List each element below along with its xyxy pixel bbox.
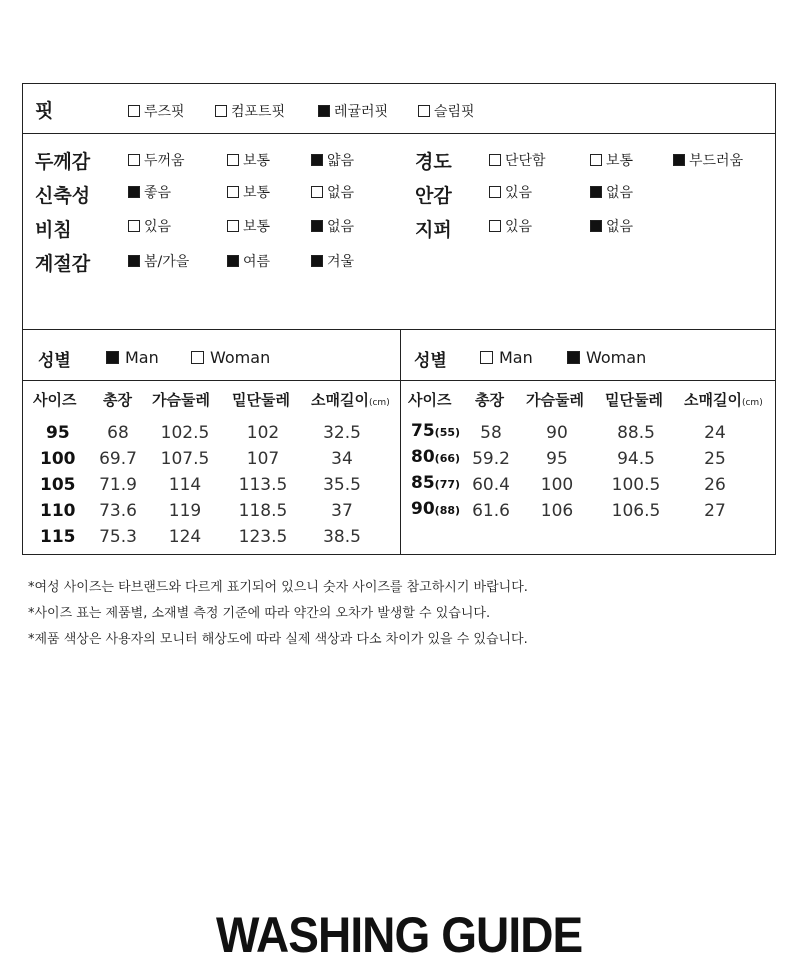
table-cell: 95 (546, 449, 568, 469)
fit-option-label: 레귤러핏 (334, 104, 389, 120)
size-cell (411, 447, 460, 467)
note-text: *제품 색상은 사용자의 모니터 해상도에 따라 실제 색상과 다소 차이가 있을 수 있습니다. (28, 632, 528, 647)
table-cell: 114 (168, 475, 202, 495)
attr-option-label: 두꺼움 (144, 153, 185, 169)
gender-option[interactable] (480, 348, 533, 367)
table-cell: 100.5 (611, 475, 661, 495)
size-cell: 105 (40, 475, 76, 495)
table-cell: 94.5 (617, 449, 655, 469)
checkbox-icon (227, 220, 239, 232)
attr-option-label: 부드러움 (689, 153, 744, 169)
hardness-label: 경도 (415, 151, 452, 173)
attr-option-label: 없음 (327, 185, 355, 201)
attr-option[interactable] (128, 150, 185, 170)
season-label: 계절감 (35, 253, 91, 275)
size-number: 85 (411, 473, 435, 493)
size-cell: 95 (46, 423, 70, 443)
attr-option[interactable] (311, 150, 354, 170)
size-cell (411, 421, 460, 441)
attr-option[interactable] (128, 216, 171, 236)
checkbox-icon (567, 351, 580, 364)
header-size: 사이즈 (408, 391, 452, 409)
attr-option-label: 단단함 (505, 153, 546, 169)
fit-option[interactable] (318, 101, 388, 121)
gender-option[interactable] (106, 348, 159, 367)
attr-option[interactable] (227, 182, 270, 202)
table-cell: 73.6 (99, 501, 137, 521)
attr-option[interactable] (489, 150, 546, 170)
table-cell: 107.5 (160, 449, 210, 469)
divider (22, 133, 776, 134)
checkbox-icon (311, 220, 323, 232)
attr-option[interactable] (311, 251, 354, 271)
attr-option[interactable] (673, 150, 743, 170)
table-cell: 69.7 (99, 449, 137, 469)
size-cell (411, 499, 460, 519)
header-length: 총장 (103, 391, 132, 409)
note-text: *여성 사이즈는 타브랜드와 다르게 표기되어 있으니 숫자 사이즈를 참고하시기 바랍니다. (28, 580, 528, 595)
attr-option-label: 겨울 (327, 254, 355, 270)
fit-option-label: 루즈핏 (144, 104, 185, 120)
checkbox-icon (128, 154, 140, 166)
checkbox-icon (128, 255, 140, 267)
attr-option[interactable] (311, 182, 354, 202)
checkbox-icon (590, 220, 602, 232)
checkbox-icon (418, 105, 430, 117)
table-cell: 35.5 (323, 475, 361, 495)
header-size: 사이즈 (33, 391, 77, 409)
checkbox-icon (673, 154, 685, 166)
checkbox-icon (311, 186, 323, 198)
size-korean: (55) (434, 426, 461, 439)
table-cell: 26 (704, 475, 726, 495)
attr-option[interactable] (227, 251, 270, 271)
size-cell (411, 473, 460, 493)
checkbox-icon (590, 186, 602, 198)
size-korean: (77) (434, 478, 461, 491)
attr-option[interactable] (311, 216, 354, 236)
table-cell: 71.9 (99, 475, 137, 495)
table-cell: 88.5 (617, 423, 655, 443)
attr-option-label: 얇음 (327, 153, 355, 169)
table-cell: 90 (546, 423, 568, 443)
attr-option-label: 보통 (606, 153, 634, 169)
gender-label-women: 성별 (414, 351, 447, 371)
attr-option-label: 보통 (243, 219, 271, 235)
checkbox-icon (191, 351, 204, 364)
size-cell: 115 (40, 527, 76, 547)
washing-guide-title: WASHING GUIDE (216, 907, 583, 963)
attr-option-label: 있음 (144, 219, 172, 235)
fit-option[interactable] (128, 101, 185, 121)
header-sleeve (684, 389, 763, 410)
table-cell: 25 (704, 449, 726, 469)
table-cell: 107 (246, 449, 280, 469)
size-number: 75 (411, 421, 435, 441)
table-cell: 24 (704, 423, 726, 443)
table-cell: 75.3 (99, 527, 137, 547)
checkbox-icon (227, 186, 239, 198)
attr-option-label: 봄/가을 (144, 254, 190, 270)
table-cell: 60.4 (472, 475, 510, 495)
size-number: 90 (411, 499, 435, 519)
attr-option-label: 여름 (243, 254, 271, 270)
zipper-label: 지퍼 (415, 219, 452, 241)
fit-option[interactable] (215, 101, 285, 121)
unit-label: (cm) (741, 398, 763, 408)
size-cell: 100 (40, 449, 76, 469)
table-cell: 59.2 (472, 449, 510, 469)
gender-label-men: 성별 (38, 351, 71, 371)
attr-option[interactable] (128, 182, 171, 202)
table-cell: 123.5 (238, 527, 288, 547)
lining-label: 안감 (415, 185, 452, 207)
checkbox-icon (480, 351, 493, 364)
attr-option[interactable] (590, 182, 633, 202)
header-sleeve (311, 389, 390, 410)
divider (22, 380, 776, 381)
header-length: 총장 (475, 391, 504, 409)
header-sleeve-label: 소매길이 (684, 391, 742, 409)
attr-option-label: 보통 (243, 185, 271, 201)
checkbox-icon (128, 220, 140, 232)
table-cell: 27 (704, 501, 726, 521)
table-cell: 32.5 (323, 423, 361, 443)
checkbox-icon (489, 220, 501, 232)
size-cell: 110 (40, 501, 76, 521)
gender-option[interactable] (567, 348, 646, 367)
table-cell: 38.5 (323, 527, 361, 547)
gender-option-label: Man (499, 348, 533, 367)
gender-option-label: Man (125, 348, 159, 367)
attr-option[interactable] (590, 150, 633, 170)
fit-option-label: 슬림핏 (434, 104, 475, 120)
divider (400, 329, 401, 555)
table-cell: 37 (331, 501, 353, 521)
stretch-label: 신축성 (35, 185, 91, 207)
table-cell: 58 (480, 423, 502, 443)
table-cell: 113.5 (238, 475, 288, 495)
note-text: *사이즈 표는 제품별, 소재별 측정 기준에 따라 약간의 오차가 발생할 수 있습니다. (28, 606, 491, 621)
checkbox-icon (128, 105, 140, 117)
checkbox-icon (215, 105, 227, 117)
header-chest: 가슴둘레 (526, 391, 584, 409)
size-number: 80 (411, 447, 435, 467)
checkbox-icon (318, 105, 330, 117)
attr-option-label: 없음 (606, 185, 634, 201)
table-cell: 100 (540, 475, 574, 495)
checkbox-icon (311, 255, 323, 267)
header-hem: 밑단둘레 (232, 391, 290, 409)
table-cell: 118.5 (238, 501, 288, 521)
fit-option[interactable] (418, 101, 475, 121)
header-hem: 밑단둘레 (605, 391, 663, 409)
attr-option-label: 좋음 (144, 185, 172, 201)
table-cell: 34 (331, 449, 353, 469)
attr-option-label: 보통 (243, 153, 271, 169)
fit-label: 핏 (35, 100, 54, 122)
table-cell: 102.5 (160, 423, 210, 443)
table-cell: 68 (107, 423, 129, 443)
checkbox-icon (106, 351, 119, 364)
checkbox-icon (489, 154, 501, 166)
checkbox-icon (128, 186, 140, 198)
checkbox-icon (311, 154, 323, 166)
sheer-label: 비침 (35, 219, 72, 241)
table-cell: 124 (168, 527, 202, 547)
table-cell: 61.6 (472, 501, 510, 521)
unit-label: (cm) (368, 398, 390, 408)
thickness-label: 두께감 (35, 151, 91, 173)
attr-option[interactable] (227, 216, 270, 236)
attr-option[interactable] (489, 182, 532, 202)
attr-option-label: 있음 (505, 185, 533, 201)
gender-option-label: Woman (586, 348, 647, 367)
divider (22, 329, 776, 330)
checkbox-icon (590, 154, 602, 166)
size-korean: (88) (434, 504, 461, 517)
checkbox-icon (227, 255, 239, 267)
table-cell: 102 (246, 423, 280, 443)
header-chest: 가슴둘레 (152, 391, 210, 409)
size-korean: (66) (434, 452, 461, 465)
checkbox-icon (489, 186, 501, 198)
table-cell: 106.5 (611, 501, 661, 521)
attr-option[interactable] (128, 251, 189, 271)
attr-option-label: 있음 (505, 219, 533, 235)
fit-option-label: 컴포트핏 (231, 104, 286, 120)
attr-option[interactable] (227, 150, 270, 170)
checkbox-icon (227, 154, 239, 166)
attr-option[interactable] (590, 216, 633, 236)
attr-option[interactable] (489, 216, 532, 236)
table-cell: 106 (540, 501, 574, 521)
attr-option-label: 없음 (606, 219, 634, 235)
attr-option-label: 없음 (327, 219, 355, 235)
gender-option[interactable] (191, 348, 270, 367)
table-cell: 119 (168, 501, 202, 521)
gender-option-label: Woman (210, 348, 271, 367)
header-sleeve-label: 소매길이 (311, 391, 369, 409)
